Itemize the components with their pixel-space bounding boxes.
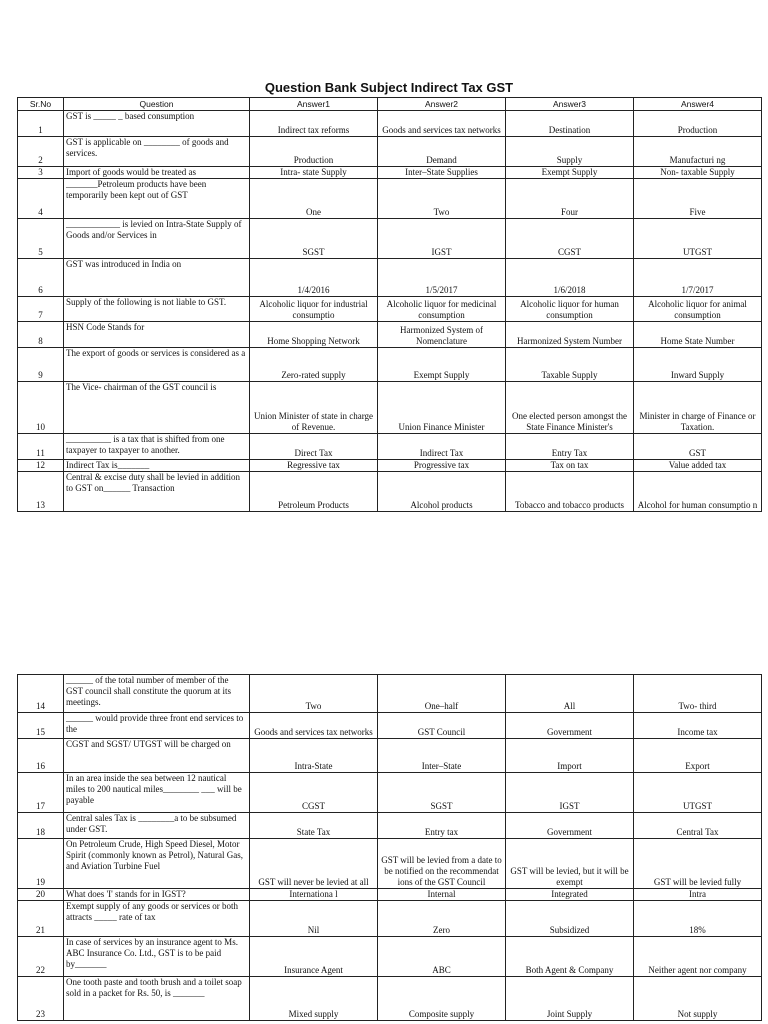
answer1-cell: Direct Tax [250, 434, 378, 460]
serial-number-cell: 12 [18, 460, 64, 472]
answer2-cell: Indirect Tax [378, 434, 506, 460]
serial-number-cell: 14 [18, 675, 64, 713]
question-row [18, 179, 762, 219]
answer1-cell: One [250, 179, 378, 219]
answer1-cell: Internationa l [250, 889, 378, 901]
answer4-cell: Five [634, 179, 762, 219]
answer1-cell: SGST [250, 219, 378, 259]
answer1-cell: Alcoholic liquor for industrial consumptio [250, 297, 378, 322]
question-cell: Indirect Tax is_______ [64, 460, 250, 472]
answer4-cell: Alcoholic liquor for animal consumption [634, 297, 762, 322]
answer2-cell: GST will be levied from a date to be notified on the recommendat ions of the GST Council [378, 839, 506, 889]
answer3-cell: GST will be levied, but it will be exempt [506, 839, 634, 889]
answer4-cell: Not supply [634, 977, 762, 1021]
serial-number-cell: 13 [18, 472, 64, 512]
question-row [18, 977, 762, 1021]
question-cell: In case of services by an insurance agent to Ms. ABC Insurance Co. Ltd., GST is to be paid by_______ [64, 937, 250, 977]
question-cell: Central sales Tax is ________a to be subsumed under GST. [64, 813, 250, 839]
question-row [18, 219, 762, 259]
answer4-cell: 18% [634, 901, 762, 937]
answer4-cell: Inward Supply [634, 348, 762, 382]
answer2-cell: Demand [378, 137, 506, 167]
answer4-cell: Two- third [634, 675, 762, 713]
question-row [18, 137, 762, 167]
answer3-cell: Supply [506, 137, 634, 167]
answer3-cell: IGST [506, 773, 634, 813]
serial-number-cell: 18 [18, 813, 64, 839]
question-cell: _______Petroleum products have been temporarily been kept out of GST [64, 179, 250, 219]
question-cell: GST is applicable on ________ of goods and services. [64, 137, 250, 167]
answer2-cell: SGST [378, 773, 506, 813]
serial-number-cell: 8 [18, 322, 64, 348]
answer3-cell: 1/6/2018 [506, 259, 634, 297]
header-answer2: Answer2 [378, 98, 506, 111]
answer4-cell: Income tax [634, 713, 762, 739]
answer2-cell: Alcohol products [378, 472, 506, 512]
serial-number-cell: 21 [18, 901, 64, 937]
answer3-cell: Integrated [506, 889, 634, 901]
answer3-cell: All [506, 675, 634, 713]
question-cell: CGST and SGST/ UTGST will be charged on [64, 739, 250, 773]
serial-number-cell: 6 [18, 259, 64, 297]
answer3-cell: Government [506, 813, 634, 839]
header-answer1: Answer1 [250, 98, 378, 111]
question-row [18, 322, 762, 348]
answer4-cell: UTGST [634, 773, 762, 813]
serial-number-cell: 10 [18, 382, 64, 434]
answer4-cell: Neither agent nor company [634, 937, 762, 977]
answer3-cell: Four [506, 179, 634, 219]
question-row [18, 472, 762, 512]
answer2-cell: Inter–State Supplies [378, 167, 506, 179]
question-cell: __________ is a tax that is shifted from one taxpayer to taxpayer to another. [64, 434, 250, 460]
answer2-cell: 1/5/2017 [378, 259, 506, 297]
answer3-cell: Taxable Supply [506, 348, 634, 382]
answer2-cell: Zero [378, 901, 506, 937]
answer2-cell: Progressive tax [378, 460, 506, 472]
question-row [18, 259, 762, 297]
question-cell: What does 'I' stands for in IGST? [64, 889, 250, 901]
answer2-cell: Composite supply [378, 977, 506, 1021]
answer2-cell: Alcoholic liquor for medicinal consumption [378, 297, 506, 322]
answer4-cell: GST [634, 434, 762, 460]
answer2-cell: Two [378, 179, 506, 219]
answer3-cell: Entry Tax [506, 434, 634, 460]
question-row [18, 713, 762, 739]
answer1-cell: State Tax [250, 813, 378, 839]
answer2-cell: Harmonized System of Nomenclature [378, 322, 506, 348]
question-row [18, 739, 762, 773]
answer4-cell: Intra [634, 889, 762, 901]
answer2-cell: One–half [378, 675, 506, 713]
serial-number-cell: 20 [18, 889, 64, 901]
answer1-cell: Union Minister of state in charge of Revenue. [250, 382, 378, 434]
answer1-cell: 1/4/2016 [250, 259, 378, 297]
answer3-cell: Import [506, 739, 634, 773]
serial-number-cell: 4 [18, 179, 64, 219]
answer2-cell: Inter–State [378, 739, 506, 773]
answer4-cell: Non- taxable Supply [634, 167, 762, 179]
serial-number-cell: 9 [18, 348, 64, 382]
question-cell: HSN Code Stands for [64, 322, 250, 348]
answer3-cell: Subsidized [506, 901, 634, 937]
answer3-cell: Destination [506, 111, 634, 137]
answer1-cell: CGST [250, 773, 378, 813]
answer3-cell: Both Agent & Company [506, 937, 634, 977]
question-row [18, 839, 762, 889]
answer1-cell: Insurance Agent [250, 937, 378, 977]
question-row [18, 167, 762, 179]
answer1-cell: Intra- state Supply [250, 167, 378, 179]
answer3-cell: Government [506, 713, 634, 739]
answer3-cell: Tax on tax [506, 460, 634, 472]
question-cell: One tooth paste and tooth brush and a toilet soap sold in a packet for Rs. 50, is _______ [64, 977, 250, 1021]
answer2-cell: GST Council [378, 713, 506, 739]
answer1-cell: Mixed supply [250, 977, 378, 1021]
question-cell: In an area inside the sea between 12 nautical miles to 200 nautical miles________ ___ will be payable [64, 773, 250, 813]
serial-number-cell: 5 [18, 219, 64, 259]
question-row [18, 813, 762, 839]
question-cell: Central & excise duty shall be levied in addition to GST on______ Transaction [64, 472, 250, 512]
answer2-cell: Entry tax [378, 813, 506, 839]
question-row [18, 937, 762, 977]
question-cell: GST was introduced in India on [64, 259, 250, 297]
answer2-cell: IGST [378, 219, 506, 259]
serial-number-cell: 11 [18, 434, 64, 460]
answer1-cell: Indirect tax reforms [250, 111, 378, 137]
answer1-cell: GST will never be levied at all [250, 839, 378, 889]
serial-number-cell: 16 [18, 739, 64, 773]
question-table-part1 [17, 97, 762, 512]
answer4-cell: Manufacturi ng [634, 137, 762, 167]
answer1-cell: Two [250, 675, 378, 713]
answer4-cell: Alcohol for human consumptio n [634, 472, 762, 512]
answer3-cell: Alcoholic liquor for human consumption [506, 297, 634, 322]
question-cell: On Petroleum Crude, High Speed Diesel, Motor Spirit (commonly known as Petrol), Natural Gas, and Aviation Turbine Fuel [64, 839, 250, 889]
answer4-cell: Home State Number [634, 322, 762, 348]
answer3-cell: Joint Supply [506, 977, 634, 1021]
question-row [18, 773, 762, 813]
header-row [18, 98, 762, 111]
question-row [18, 460, 762, 472]
answer1-cell: Nil [250, 901, 378, 937]
answer3-cell: CGST [506, 219, 634, 259]
answer4-cell: Export [634, 739, 762, 773]
serial-number-cell: 3 [18, 167, 64, 179]
answer3-cell: Exempt Supply [506, 167, 634, 179]
serial-number-cell: 7 [18, 297, 64, 322]
answer1-cell: Regressive tax [250, 460, 378, 472]
serial-number-cell: 19 [18, 839, 64, 889]
question-row [18, 889, 762, 901]
answer1-cell: Intra-State [250, 739, 378, 773]
question-cell: The Vice- chairman of the GST council is [64, 382, 250, 434]
header-sr-no: Sr.No [18, 98, 64, 111]
answer2-cell: Goods and services tax networks [378, 111, 506, 137]
answer4-cell: Production [634, 111, 762, 137]
question-cell: Import of goods would be treated as [64, 167, 250, 179]
question-row [18, 348, 762, 382]
answer3-cell: Harmonized System Number [506, 322, 634, 348]
answer1-cell: Petroleum Products [250, 472, 378, 512]
answer4-cell: UTGST [634, 219, 762, 259]
question-row [18, 434, 762, 460]
serial-number-cell: 15 [18, 713, 64, 739]
answer1-cell: Zero-rated supply [250, 348, 378, 382]
question-cell: Exempt supply of any goods or services or both attracts _____ rate of tax [64, 901, 250, 937]
header-answer4: Answer4 [634, 98, 762, 111]
question-cell: ______ would provide three front end services to the [64, 713, 250, 739]
page-title: Question Bank Subject Indirect Tax GST [264, 80, 514, 95]
answer4-cell: Value added tax [634, 460, 762, 472]
answer4-cell: Central Tax [634, 813, 762, 839]
header-answer3: Answer3 [506, 98, 634, 111]
answer2-cell: ABC [378, 937, 506, 977]
question-row [18, 111, 762, 137]
serial-number-cell: 1 [18, 111, 64, 137]
question-cell: ____________ is levied on Intra-State Supply of Goods and/or Services in [64, 219, 250, 259]
question-cell: Supply of the following is not liable to GST. [64, 297, 250, 322]
answer4-cell: Minister in charge of Finance or Taxation. [634, 382, 762, 434]
serial-number-cell: 2 [18, 137, 64, 167]
serial-number-cell: 22 [18, 937, 64, 977]
question-row [18, 382, 762, 434]
answer1-cell: Production [250, 137, 378, 167]
answer1-cell: Goods and services tax networks [250, 713, 378, 739]
answer3-cell: Tobacco and tobacco products [506, 472, 634, 512]
header-question: Question [64, 98, 250, 111]
answer2-cell: Internal [378, 889, 506, 901]
question-row [18, 297, 762, 322]
answer4-cell: 1/7/2017 [634, 259, 762, 297]
question-table-part2 [17, 674, 762, 1021]
answer1-cell: Home Shopping Network [250, 322, 378, 348]
question-cell: ______ of the total number of member of the GST council shall constitute the quorum at its meetings. [64, 675, 250, 713]
question-row [18, 675, 762, 713]
question-cell: The export of goods or services is considered as a [64, 348, 250, 382]
question-cell: GST is _____ _ based consumption [64, 111, 250, 137]
serial-number-cell: 17 [18, 773, 64, 813]
question-row [18, 901, 762, 937]
answer4-cell: GST will be levied fully [634, 839, 762, 889]
answer2-cell: Exempt Supply [378, 348, 506, 382]
answer2-cell: Union Finance Minister [378, 382, 506, 434]
serial-number-cell: 23 [18, 977, 64, 1021]
answer3-cell: One elected person amongst the State Finance Minister's [506, 382, 634, 434]
